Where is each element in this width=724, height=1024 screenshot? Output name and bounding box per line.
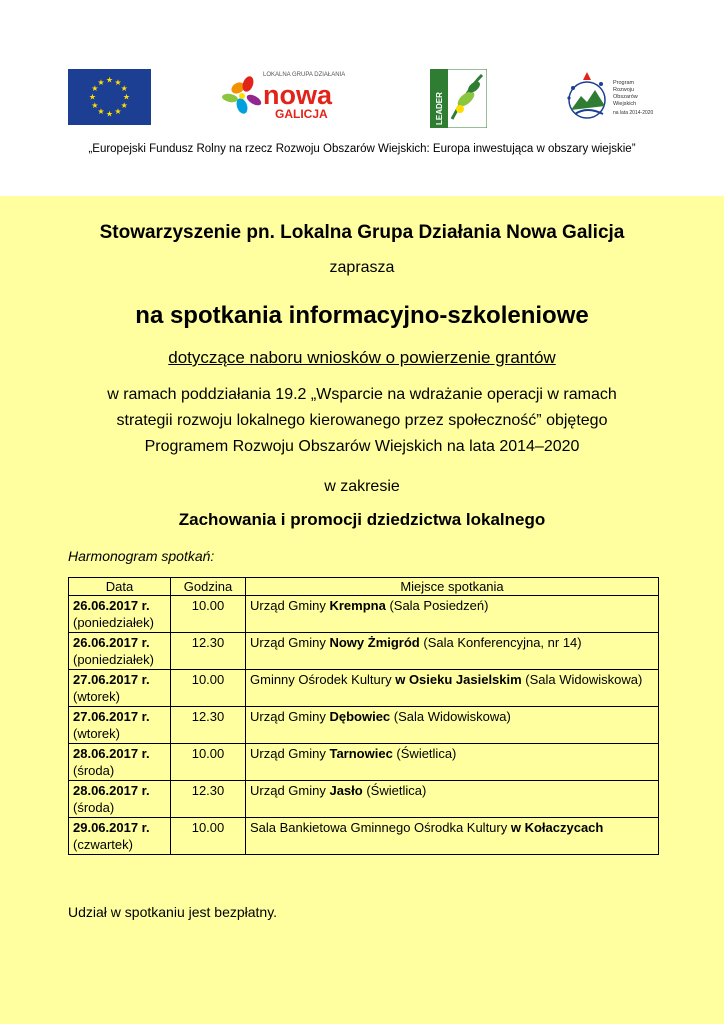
- table-row: [69, 818, 659, 855]
- date-value: 26.06.2017 r.: [73, 598, 150, 613]
- place-cell: [246, 633, 659, 670]
- time-cell: 10.00: [171, 818, 246, 855]
- place-text: (Sala Widowiskowa): [390, 709, 511, 724]
- date-cell: [69, 633, 171, 670]
- eu-star-icon: ★: [122, 92, 131, 102]
- table-row: [69, 781, 659, 818]
- place-text: Gminny Ośrodek Kultury: [250, 672, 396, 687]
- place-text: Urząd Gminy: [250, 783, 330, 798]
- table-row: [69, 633, 659, 670]
- scope-intro: w zakresie: [324, 478, 400, 495]
- weekday-value: (czwartek): [73, 837, 133, 852]
- place-highlight: w Osieku Jasielskim: [395, 672, 522, 687]
- place-highlight: Krempna: [329, 598, 386, 613]
- column-header-time: Godzina: [171, 578, 246, 596]
- schedule-table: [68, 577, 659, 855]
- place-cell: [246, 744, 659, 781]
- prow-line-5: na lata 2014-2020: [613, 110, 654, 116]
- lgd-small-text: LOKALNA GRUPA DZIAŁANIA: [263, 72, 346, 78]
- description-line-1: w ramach poddziałania 19.2 „Wsparcie na wdrażanie operacji w ramach: [107, 386, 617, 403]
- prow-icon: [567, 72, 605, 118]
- time-cell: 12.30: [171, 707, 246, 744]
- date-value: 26.06.2017 r.: [73, 635, 150, 650]
- weekday-value: (poniedziałek): [73, 615, 154, 630]
- table-row: [69, 707, 659, 744]
- eu-star-icon: ★: [105, 109, 114, 119]
- time-cell: 12.30: [171, 781, 246, 818]
- prow-logo: [565, 70, 660, 128]
- eu-star-icon: ★: [91, 101, 99, 110]
- motto: „Europejski Fundusz Rolny na rzecz Rozwoju Obszarów Wiejskich: Europa inwestująca w obszary wiejskie”: [88, 143, 636, 155]
- date-cell: [69, 670, 171, 707]
- weekday-value: (środa): [73, 763, 115, 778]
- place-text: Urząd Gminy: [250, 746, 330, 761]
- date-value: 28.06.2017 r.: [73, 783, 150, 798]
- place-highlight: Tarnowiec: [329, 746, 393, 761]
- leader-text: LEADER: [435, 92, 444, 125]
- table-row: [69, 596, 659, 633]
- table-row: [69, 670, 659, 707]
- date-cell: [69, 596, 171, 633]
- eu-star-icon: ★: [120, 84, 128, 93]
- weekday-value: (środa): [73, 800, 115, 815]
- prow-line-4: Wiejskich: [613, 101, 637, 107]
- place-cell: [246, 596, 659, 633]
- schedule-header-row: [69, 578, 659, 596]
- place-text: (Sala Widowiskowa): [521, 672, 643, 687]
- place-text: Urząd Gminy: [250, 635, 330, 650]
- scope-title: Zachowania i promocji dziedzictwa lokalnego: [178, 510, 546, 529]
- eu-star-icon: ★: [120, 101, 128, 110]
- eu-star-icon: ★: [91, 84, 99, 93]
- place-text: Urząd Gminy: [250, 709, 330, 724]
- header: [0, 0, 724, 196]
- invitation-body: [0, 196, 724, 1024]
- place-cell: [246, 781, 659, 818]
- date-value: 27.06.2017 r.: [73, 709, 150, 724]
- weekday-value: (wtorek): [73, 689, 120, 704]
- time-cell: 12.30: [171, 633, 246, 670]
- date-cell: [69, 781, 171, 818]
- column-header-date: Data: [69, 578, 171, 596]
- prow-line-1: Program: [613, 80, 635, 86]
- place-text: (Sala Konferencyjna, nr 14): [419, 635, 582, 650]
- eu-star-icon: ★: [97, 77, 105, 87]
- date-cell: [69, 707, 171, 744]
- place-highlight: w Kołaczycach: [510, 820, 604, 835]
- leader-logo: [430, 69, 487, 128]
- schedule-heading: Harmonogram spotkań:: [68, 548, 215, 564]
- eu-star-icon: ★: [114, 107, 122, 117]
- place-text: (Świetlica): [362, 783, 427, 798]
- eu-star-icon: ★: [97, 107, 105, 117]
- time-cell: 10.00: [171, 596, 246, 633]
- date-value: 28.06.2017 r.: [73, 746, 150, 761]
- place-text: Urząd Gminy: [250, 598, 330, 613]
- time-cell: 10.00: [171, 670, 246, 707]
- eu-flag-icon: [68, 69, 151, 125]
- flower-icon: [221, 75, 263, 115]
- prow-line-3: Obszarów: [613, 94, 638, 100]
- place-cell: [246, 670, 659, 707]
- place-cell: [246, 818, 659, 855]
- weekday-value: (wtorek): [73, 726, 120, 741]
- event-title: na spotkania informacyjno-szkoleniowe: [135, 302, 589, 329]
- place-highlight: Jasło: [329, 783, 363, 798]
- invites-text: zaprasza: [329, 259, 395, 276]
- organization-name: Stowarzyszenie pn. Lokalna Grupa Działania Nowa Galicja: [99, 222, 625, 243]
- eu-star-icon: ★: [88, 92, 97, 102]
- weekday-value: (poniedziałek): [73, 652, 154, 667]
- lgd-logo: [220, 66, 348, 128]
- lgd-name-2: GALICJA: [275, 107, 328, 121]
- place-text: (Sala Posiedzeń): [385, 598, 489, 613]
- description-line-3: Programem Rozwoju Obszarów Wiejskich na lata 2014–2020: [144, 438, 580, 455]
- date-value: 29.06.2017 r.: [73, 820, 150, 835]
- table-row: [69, 744, 659, 781]
- lgd-name-1: nowa: [263, 80, 333, 110]
- date-cell: [69, 744, 171, 781]
- eu-star-icon: ★: [114, 77, 122, 87]
- place-highlight: Nowy Żmigród: [329, 635, 420, 650]
- place-highlight: Dębowiec: [329, 709, 391, 724]
- column-header-place: Miejsce spotkania: [246, 578, 659, 596]
- place-text: Sala Bankietowa Gminnego Ośrodka Kultury: [250, 820, 511, 835]
- date-value: 27.06.2017 r.: [73, 672, 150, 687]
- place-text: (Świetlica): [392, 746, 457, 761]
- event-subject: dotyczące naboru wniosków o powierzenie grantów: [168, 348, 556, 367]
- free-entry-note: Udział w spotkaniu jest bezpłatny.: [68, 904, 278, 920]
- eu-star-icon: ★: [105, 75, 114, 85]
- description-line-2: strategii rozwoju lokalnego kierowanego przez społeczność” objętego: [116, 412, 608, 429]
- time-cell: 10.00: [171, 744, 246, 781]
- place-cell: [246, 707, 659, 744]
- date-cell: [69, 818, 171, 855]
- prow-line-2: Rozwoju: [613, 87, 635, 93]
